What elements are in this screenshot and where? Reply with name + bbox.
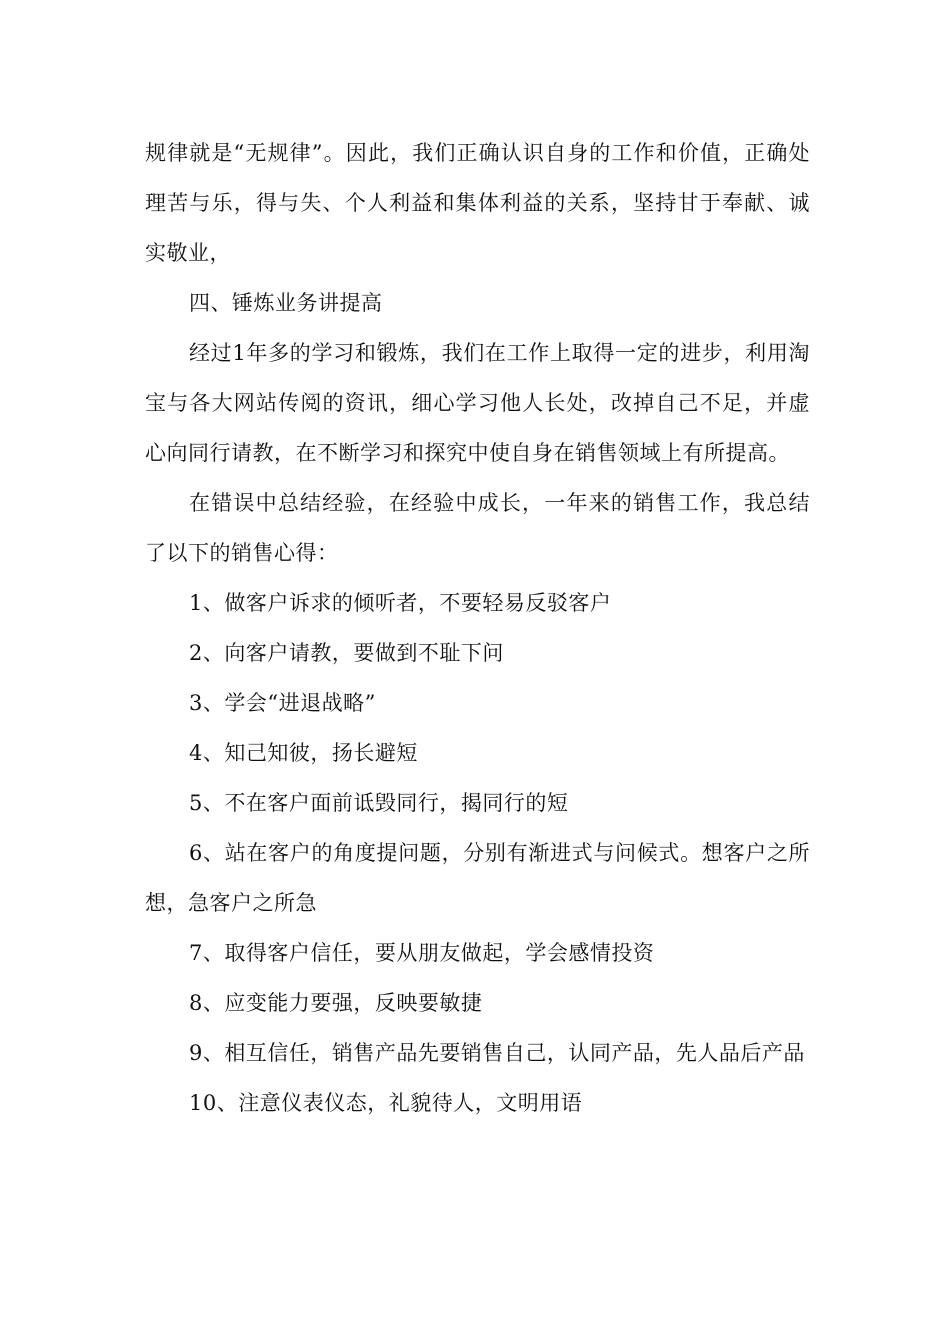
paragraph-learning-progress: 经过1年多的学习和锻炼，我们在工作上取得一定的进步，利用淘宝与各大网站传阅的资讯，细心学习他人长处，改掉自己不足，并虚心向同行请教，在不断学习和探究中使自身在销售领域上有所提高。 — [145, 341, 810, 465]
list-item-2: 2、向客户请教，要做到不耻下问 — [189, 641, 504, 665]
list-item-7: 7、取得客户信任，要从朋友做起，学会感情投资 — [189, 941, 655, 965]
list-item-4: 4、知己知彼，扬长避短 — [189, 741, 418, 765]
list-item-1: 1、做客户诉求的倾听者，不要轻易反驳客户 — [189, 591, 612, 615]
list-item-6: 6、站在客户的角度提问题，分别有渐进式与问候式。想客户之所想，急客户之所急 — [145, 841, 810, 915]
list-item-10: 10、注意仪表仪态，礼貌待人，文明用语 — [189, 1091, 583, 1115]
section-heading-four: 四、锤炼业务讲提高 — [189, 291, 383, 315]
paragraph-summary-intro: 在错误中总结经验，在经验中成长，一年来的销售工作，我总结了以下的销售心得： — [145, 491, 810, 565]
document-body — [145, 128, 810, 1128]
list-item-3: 3、学会“进退战略” — [189, 691, 376, 715]
list-item-9: 9、相互信任，销售产品先要销售自己，认同产品，先人品后产品 — [189, 1041, 805, 1065]
paragraph-continuation: 规律就是“无规律”。因此，我们正确认识自身的工作和价值，正确处理苦与乐，得与失、个人利益和集体利益的关系，坚持甘于奉献、诚实敬业， — [145, 141, 810, 265]
list-item-8: 8、应变能力要强，反映要敏捷 — [189, 991, 483, 1015]
list-item-5: 5、不在客户面前诋毁同行，揭同行的短 — [189, 791, 569, 815]
